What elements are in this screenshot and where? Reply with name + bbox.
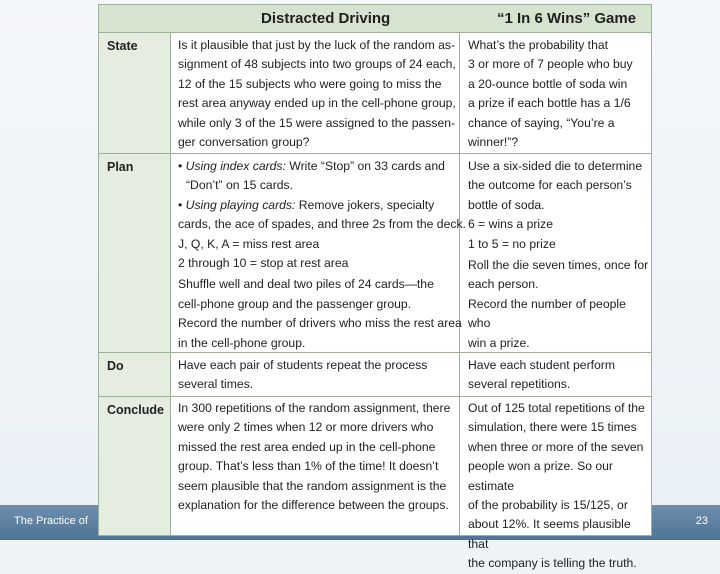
table-row-plan [99, 154, 651, 353]
plan-distracted-driving: • Using index cards: Write “Stop” on 33 cards and “Don’t” on 15 cards. • Using playing cards: Remove jokers, specialty cards, the ace of spades, and three 2s from the deck. J, Q, K, A = miss rest area 2 through 10 = stop at rest area Shuffle well and deal two piles of 24 cards—the cell-phone group and the passenger group. Record the number of drivers who miss the rest area in the cell-phone group. [178, 159, 466, 350]
conclude-distracted-driving: In 300 repetitions of the random assignment, there were only 2 times when 12 or more drivers who missed the rest area ended up in the cell-phone group. That’s less than 1% of the time! It doesn’t seem plausible that the random assignment is the explanation for the difference between the groups. [178, 401, 451, 513]
do-distracted-driving: Have each pair of students repeat the process several times. [178, 358, 428, 392]
page-number: 23 [695, 515, 708, 527]
conclude-game: Out of 125 total repetitions of the simulation, there were 15 times when three or more of the seven people won a prize. So our estimate of the probability is 15/125, or about 12%. It seems plausible that the company is telling the truth. [468, 401, 645, 571]
header-distracted-driving: Distracted Driving [261, 10, 391, 27]
simulation-table [98, 4, 652, 571]
footer-text: The Practice of [14, 515, 88, 527]
table-row-do [99, 353, 651, 397]
header-1-in-6-wins: “1 In 6 Wins” Game [497, 10, 637, 27]
state-game: What’s the probability that 3 or more of 7 people who buy a 20-ounce bottle of soda win a prize if each bottle has a 1/6 chance of saying, “You’re a winner!”? [468, 38, 633, 150]
do-game: Have each student perform several repetitions. [468, 358, 616, 392]
row-label-state: State [107, 39, 138, 53]
state-distracted-driving: Is it plausible that just by the luck of the random as- signment of 48 subjects into two groups of 24 each, 12 of the 15 subjects who were going to miss the rest area anyway ended up in the cell-phone group, while only 3 of the 15 were assigned to the passen- ger conversation group? [178, 38, 456, 150]
row-label-plan: Plan [107, 160, 134, 174]
table-row-state [99, 33, 651, 154]
row-label-do: Do [107, 359, 124, 373]
table-row-conclude [99, 397, 651, 571]
table-header [99, 5, 651, 33]
plan-game: Use a six-sided die to determine the outcome for each person’s bottle of soda. 6 = wins a prize 1 to 5 = no prize Roll the die seven times, once for each person. Record the number of people who win a prize. [468, 159, 649, 350]
row-label-conclude: Conclude [107, 403, 164, 417]
